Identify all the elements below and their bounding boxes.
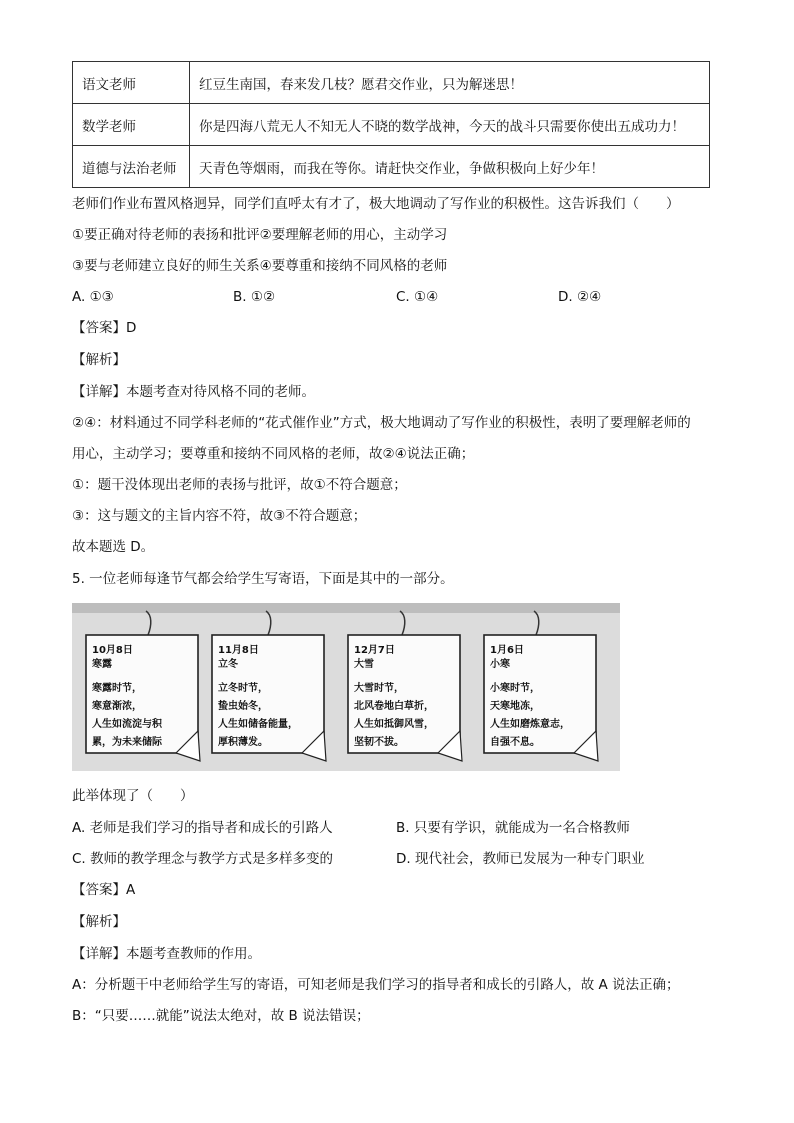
- card-line: 厚积薄发。: [218, 737, 268, 748]
- table-cell-role: 语文老师: [73, 62, 190, 104]
- table-cell-role: 道德与法治老师: [73, 146, 190, 188]
- option-a: A. 老师是我们学习的指导者和成长的引路人: [72, 820, 333, 836]
- question-stem: 5. 一位老师每逢节气都会给学生写寄语，下面是其中的一部分。: [72, 571, 454, 587]
- table-cell-message: 红豆生南国，春来发几枝？愿君交作业，只为解迷思！: [190, 62, 710, 104]
- option-b: B. ①②: [233, 289, 276, 305]
- table-cell-message: 天青色等烟雨，而我在等你。请赶快交作业，争做积极向上好少年！: [190, 146, 710, 188]
- card-line: 人生如流淀与积: [92, 719, 162, 730]
- table-row: [73, 104, 710, 146]
- statements-line: ③要与老师建立良好的师生关系④要尊重和接纳不同风格的老师: [72, 258, 448, 274]
- option-d: D. 现代社会，教师已发展为一种专门职业: [396, 851, 645, 867]
- question-prompt: 此举体现了（ ）: [72, 788, 194, 804]
- question-stem: 老师们作业布置风格迥异，同学们直呼太有才了，极大地调动了写作业的积极性。这告诉我们（ ）: [72, 196, 680, 212]
- option-a: A. ①③: [72, 289, 114, 305]
- conclusion: 故本题选 D。: [72, 539, 155, 555]
- table-cell-message: 你是四海八荒无人不知无人不晓的数学战神，今天的战斗只需要你使出五成功力！: [190, 104, 710, 146]
- card-line: 人生如抵御风雪，: [354, 719, 434, 730]
- table-row: [73, 62, 710, 104]
- detail-line: B：“只要……就能”说法太绝对，故 B 说法错误；: [72, 1008, 370, 1024]
- card-date: 10月8日: [92, 645, 133, 656]
- card-line: 大雪时节，: [354, 683, 404, 694]
- solar-term-cards-figure: [72, 603, 620, 771]
- card-term: 寒露: [92, 659, 112, 670]
- card-line: 寒露时节，: [92, 683, 142, 694]
- card-date: 12月7日: [354, 645, 395, 656]
- card-line: 人生如磨炼意志，: [490, 719, 570, 730]
- card-date: 1月6日: [490, 645, 524, 656]
- option-c: C. 教师的教学理念与教学方式是多样多变的: [72, 851, 334, 867]
- detail-line: 用心，主动学习；要尊重和接纳不同风格的老师，故②④说法正确；: [72, 446, 475, 462]
- card-line: 天寒地冻，: [490, 701, 540, 712]
- table-row: [73, 146, 710, 188]
- card-line: 蛰虫始冬，: [218, 701, 268, 712]
- hanging-rail: [72, 603, 620, 613]
- card-line: 累，为未来储际: [92, 737, 162, 748]
- detail-line: ①：题干没体现出老师的表扬与批评，故①不符合题意；: [72, 477, 407, 493]
- card-line: 小寒时节，: [490, 683, 540, 694]
- card-term: 大雪: [354, 659, 374, 670]
- card-date: 11月8日: [218, 645, 259, 656]
- detail-intro: 【详解】本题考查教师的作用。: [72, 946, 261, 962]
- table-cell-role: 数学老师: [73, 104, 190, 146]
- card-line: 坚韧不拔。: [354, 737, 404, 748]
- detail-line: A：分析题干中老师给学生写的寄语，可知老师是我们学习的指导者和成长的引路人，故 A 说法正确；: [72, 977, 680, 993]
- detail-intro: 【详解】本题考查对待风格不同的老师。: [72, 384, 315, 400]
- card-line: 北风卷地白草折，: [354, 701, 434, 712]
- card-line: 立冬时节，: [218, 683, 268, 694]
- card-line: 自强不息。: [490, 737, 540, 748]
- card-term: 立冬: [218, 659, 238, 670]
- analysis-label: 【解析】: [72, 914, 126, 930]
- answer-label: 【答案】D: [72, 320, 137, 336]
- option-d: D. ②④: [558, 289, 602, 305]
- option-c: C. ①④: [396, 289, 439, 305]
- answer-label: 【答案】A: [72, 882, 136, 898]
- teacher-message-table: [72, 61, 710, 188]
- card-line: 人生如储备能量，: [218, 719, 298, 730]
- detail-line: ②④：材料通过不同学科老师的“花式催作业”方式，极大地调动了写作业的积极性，表明了要理解老师的: [72, 415, 691, 431]
- option-b: B. 只要有学识，就能成为一名合格教师: [396, 820, 630, 836]
- statements-line: ①要正确对待老师的表扬和批评②要理解老师的用心，主动学习: [72, 227, 448, 243]
- detail-line: ③：这与题文的主旨内容不符，故③不符合题意；: [72, 508, 367, 524]
- card-term: 小寒: [490, 659, 510, 670]
- analysis-label: 【解析】: [72, 352, 126, 368]
- card-line: 寒意渐浓，: [92, 701, 142, 712]
